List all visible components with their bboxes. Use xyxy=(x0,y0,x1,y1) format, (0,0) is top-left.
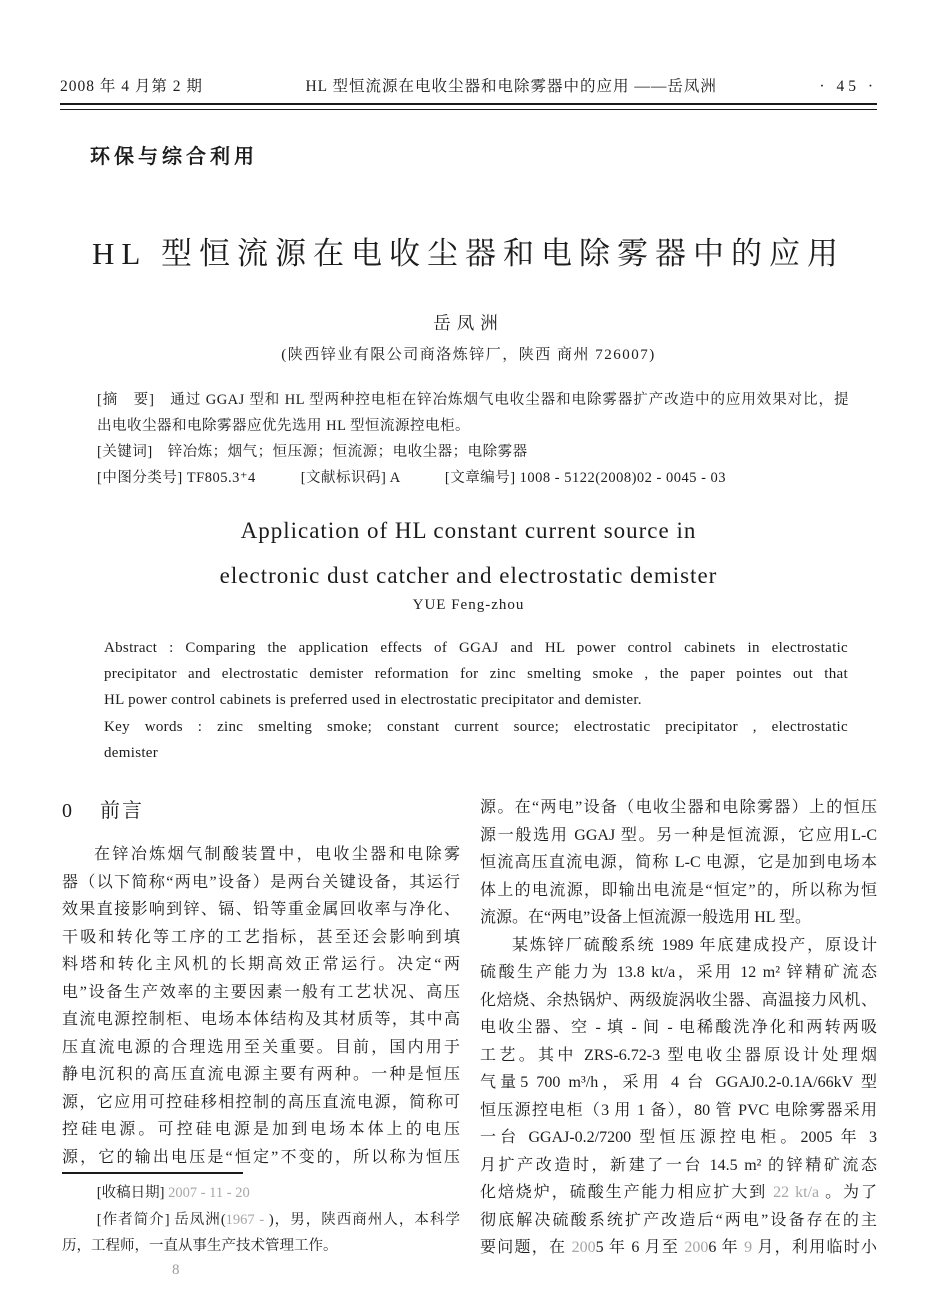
text-line: 体上的电流源，即输出电流是“恒定”的，所以称为恒 xyxy=(480,881,877,899)
article-author-cn: 岳凤洲 xyxy=(433,313,504,333)
text-line: 控硅电源。可控硅电源是加到电场本体上的电压 xyxy=(62,1121,460,1138)
text-line: Abstract : Comparing the application effects of GGAJ and HL power control cabinets in electrostatic xyxy=(104,640,848,656)
text-line: 恒压源控电柜（3 用 1 备），80 管 PVC 电除雾器采用 xyxy=(480,1101,877,1119)
footnote-rule xyxy=(62,1172,243,1174)
text-line: 出电收尘器和电除雾器应优先选用 HL 型恒流源控电柜。 xyxy=(97,418,471,434)
text-line: 器（以下简称“两电”设备）是两台关键设备，其运行 xyxy=(62,873,460,891)
header-rule xyxy=(60,103,877,110)
body-column-left xyxy=(62,794,460,1171)
text-line: 电”设备生产效率的主要因素一般有工艺状况、高压 xyxy=(62,983,460,1001)
article-author-en: YUE Feng-zhou xyxy=(412,597,525,613)
text-line: [关键词] 锌冶炼；烟气；恒压源；恒流源；电收尘器；电除雾器 xyxy=(97,444,528,460)
section-heading xyxy=(62,794,460,828)
header-issue: 2008 年 4 月第 2 期 xyxy=(60,78,203,95)
text-line: 一台 GGAJ-0.2/7200 型恒压源控电柜。2005 年 3 xyxy=(480,1129,877,1146)
abstract-cn-block xyxy=(97,387,849,491)
article-affiliation: (陕西锌业有限公司商洛炼锌厂，陕西 商州 726007) xyxy=(281,347,656,363)
text-line: 月扩产改造时，新建了一台 14.5 m² 的锌精矿流态 xyxy=(480,1156,877,1174)
text-line: 源，它的输出电压是“恒定”不变的，所以称为恒压 xyxy=(62,1148,460,1166)
text-line: 恒流高压直流电源，简称 L-C 电源，它是加到电场本 xyxy=(480,854,877,871)
article-title-en-line2: electronic dust catcher and electrostatic demister xyxy=(219,563,718,588)
page-number: 8 xyxy=(172,1262,181,1278)
body-column-right xyxy=(480,794,877,1262)
abstract-en-block xyxy=(104,635,848,766)
text-line: 效果直接影响到锌、镉、铅等重金属回收率与净化、 xyxy=(62,901,460,918)
text-line: precipitator and electrostatic demister reformation for zinc smelting smoke , the paper pointes out that xyxy=(104,666,848,683)
footnotes-block xyxy=(62,1180,460,1260)
article-title-en xyxy=(60,508,877,598)
text-line: 硫酸生产能力为 13.8 kt/a，采用 12 m² 锌精矿流态 xyxy=(480,964,877,981)
text-line: 压直流电源的合理选用至关重要。目前，国内用于 xyxy=(62,1038,460,1056)
text-line: 流源。在“两电”设备上恒流源一般选用 HL 型。 xyxy=(480,909,811,926)
header-page-number: · 45 · xyxy=(819,78,877,95)
text-line: 静电沉积的高压直流电源主要有两种。一种是恒压 xyxy=(62,1066,460,1083)
text-line: 某炼锌厂硫酸系统 1989 年底建成投产，原设计 xyxy=(512,936,877,954)
text-line: 干吸和转化等工序的工艺指标，甚至还会影响到填 xyxy=(62,928,460,946)
text-line: 源一般选用 GGAJ 型。另一种是恒流源，它应用L-C xyxy=(480,826,877,844)
text-line: 气量5 700 m³/h，采用 4 台 GGAJ0.2-0.1A/66kV 型 xyxy=(480,1074,877,1091)
text-line: 源。在“两电”设备（电收尘器和电除雾器）上的恒压 xyxy=(480,799,877,816)
text-line: 在锌冶炼烟气制酸装置中，电收尘器和电除雾 xyxy=(94,846,460,863)
body-text-left xyxy=(62,841,460,1171)
section-number: 0 xyxy=(62,800,74,822)
text-line: 直流电源控制柜、电场本体结构及其材质等，其中高 xyxy=(62,1011,460,1028)
text-line: demister xyxy=(104,744,159,761)
text-line: [中图分类号] TF805.3⁺4 [文献标识码] A [文章编号] 1008 - 5122(2008)02 - 0045 - 03 xyxy=(97,470,727,486)
page-header xyxy=(60,74,877,96)
text-line: Key words : zinc smelting smoke; constant current source; electrostatic precipitator , electrostatic xyxy=(104,718,848,735)
text-line: 源，它应用可控硅移相控制的高压直流电源，简称可 xyxy=(62,1093,460,1111)
text-line: 化焙烧、余热锅炉、两级旋涡收尘器、高温接力风机、 xyxy=(480,991,877,1009)
header-running-title: HL 型恒流源在电收尘器和电除雾器中的应用 ——岳凤洲 xyxy=(305,78,717,95)
text-line: 料塔和转化主风机的长期高效正常运行。决定“两 xyxy=(62,956,460,973)
column-section-label: 环保与综合利用 xyxy=(90,146,258,168)
text-line: [作者简介] 岳凤洲(1967 - )，男，陕西商州人，本科学 xyxy=(96,1211,460,1228)
text-line: 彻底解决硫酸系统扩产改造后“两电”设备存在的主 xyxy=(480,1211,877,1229)
text-line: 电收尘器、空 - 填 - 间 - 电稀酸洗净化和两转两吸 xyxy=(480,1019,877,1036)
text-line: HL power control cabinets is preferred used in electrostatic precipitator and demister. xyxy=(104,692,642,709)
text-line: [摘 要] 通过 GGAJ 型和 HL 型两种控电柜在锌冶炼烟气电收尘器和电除雾器扩产改造中的应用效果对比，提 xyxy=(97,392,849,408)
text-line: [收稿日期] 2007 - 11 - 20 xyxy=(96,1185,250,1201)
text-line: 工艺。其中 ZRS-6.72-3 型电收尘器原设计处理烟 xyxy=(480,1046,877,1064)
article-title-en-line1: Application of HL constant current source in xyxy=(240,518,697,543)
article-title-cn: HL 型恒流源在电收尘器和电除雾器中的应用 xyxy=(92,236,845,271)
section-title: 前言 xyxy=(100,800,144,822)
text-line: 要问题，在 2005 年 6 月至 2006 年 9 月，利用临时小 xyxy=(480,1239,877,1256)
text-line: 历，工程师，一直从事生产技术管理工作。 xyxy=(62,1238,338,1254)
text-line: 化焙烧炉，硫酸生产能力相应扩大到 22 kt/a 。为了 xyxy=(480,1184,877,1201)
